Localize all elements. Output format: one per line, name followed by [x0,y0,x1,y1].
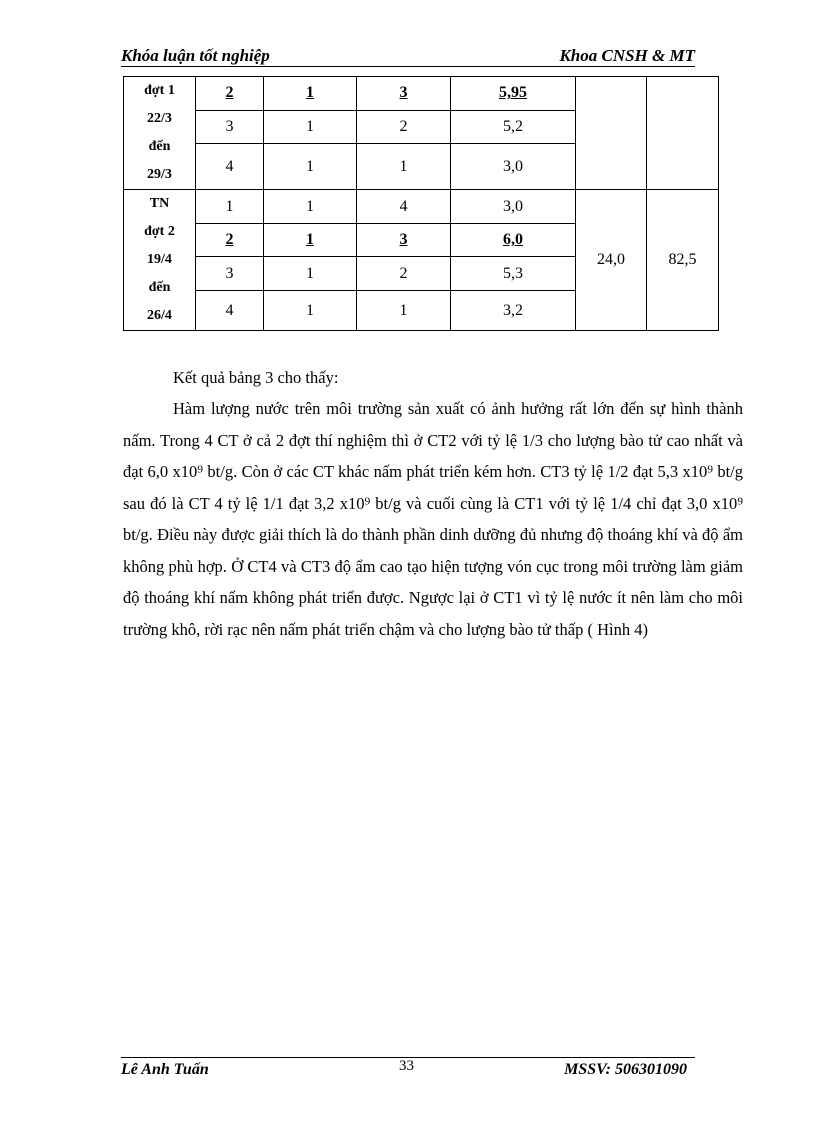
group1-col7 [647,77,719,190]
table-cell: 1 [264,291,357,331]
page-number: 33 [399,1058,414,1074]
table-cell: 3,0 [451,144,576,190]
table-cell: 3,2 [451,291,576,331]
table-cell: 2 [357,110,451,144]
header-left: Khóa luận tốt nghiệp [121,46,270,65]
results-table [123,76,719,331]
intro-line: Kết quả bảng 3 cho thấy: [173,368,339,387]
table-cell: 1 [264,190,357,224]
table-cell: 5,3 [451,256,576,290]
group2-col7: 82,5 [647,190,719,331]
table-cell: 6,0 [451,224,576,256]
table-cell: 1 [357,144,451,190]
table-row [124,190,719,224]
header-right: Khoa CNSH & MT [559,46,695,65]
page-header [121,44,695,67]
table-cell: 5,95 [451,77,576,111]
table-cell: 1 [264,144,357,190]
table-cell: 3,0 [451,190,576,224]
table-cell: 1 [357,291,451,331]
table-cell: 1 [264,224,357,256]
table-row [124,77,719,111]
table-cell: 2 [196,77,264,111]
group2-col6: 24,0 [576,190,647,331]
table-cell: 4 [196,291,264,331]
group1-label: đợt 1 22/3 đến 29/3 [124,77,196,190]
table-cell: 1 [264,256,357,290]
footer-author: Lê Anh Tuấn [121,1061,209,1078]
group2-label: TN đợt 2 19/4 đến 26/4 [124,190,196,331]
table-cell: 3 [357,224,451,256]
table-cell: 1 [264,77,357,111]
table-cell: 4 [357,190,451,224]
table-cell: 3 [196,256,264,290]
footer-student-id: MSSV: 506301090 [564,1061,687,1078]
table-cell: 3 [357,77,451,111]
body-paragraph: Hàm lượng nước trên môi trường sản xuất có ảnh hưởng rất lớn đến sự hình thành nấm. Trong 4 CT ở cả 2 đợt thí nghiệm thì ở CT2 với tỷ lệ 1/3 cho lượng bào tử cao nhất và đạt 6,0 x10⁹ bt/g. Còn ở các CT khác nấm phát triển kém hơn. CT3 tỷ lệ 1/2 đạt 5,3 x10⁹ bt/g sau đó là CT 4 tỷ lệ 1/1 đạt 3,2 x10⁹ bt/g và cuối cùng là CT1 với tỷ lệ 1/4 chỉ đạt 3,0 x10⁹ bt/g. Điều này được giải thích là do thành phần dinh dưỡng đủ nhưng độ thoáng khí và độ ẩm không phù hợp. Ở CT4 và CT3 độ ẩm cao tạo hiện tượng vón cục trong môi trường làm giảm độ thoáng khí nấm không phát triển được. Ngược lại ở CT1 vì tỷ lệ nước ít nên làm cho môi trường khô, rời rạc nên nấm phát triển chậm và cho lượng bào tử thấp ( Hình 4) [123,399,743,639]
page-footer [121,1057,695,1078]
table-cell: 3 [196,110,264,144]
table-cell: 1 [264,110,357,144]
table-cell: 5,2 [451,110,576,144]
table-cell: 2 [357,256,451,290]
table-cell: 2 [196,224,264,256]
group1-col6 [576,77,647,190]
table-cell: 4 [196,144,264,190]
table-cell: 1 [196,190,264,224]
